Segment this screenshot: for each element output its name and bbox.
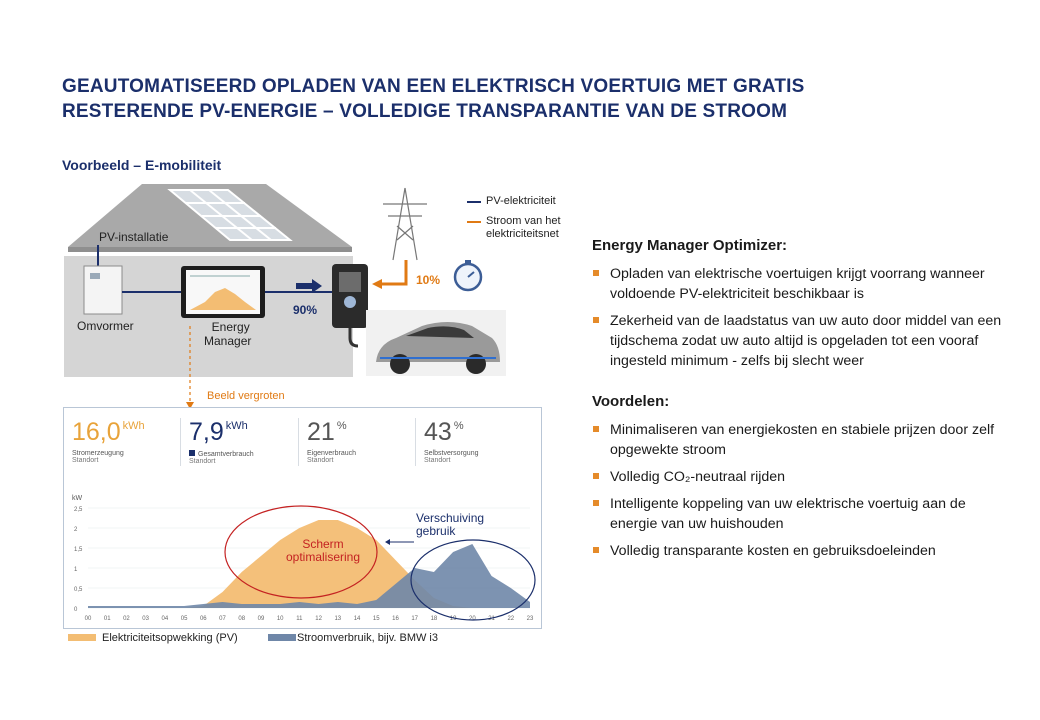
pv-installation-label: PV-installatie <box>99 230 169 244</box>
legend-pv-swatch <box>467 201 481 203</box>
stat-value: 16,0 <box>72 418 121 446</box>
bullet-text: Intelligente koppeling van uw elektrische voertuig aan de energie van uw huishouden <box>610 496 966 532</box>
bullet-square-icon <box>593 473 599 479</box>
stat-label: Selbstversorgung <box>424 450 479 457</box>
power-pylon-icon <box>383 188 427 260</box>
y-tick-label: 2,5 <box>74 507 83 513</box>
energy-manager-label-line1: Energy <box>211 320 250 334</box>
stat-label-text: Gesamtverbrauch <box>198 451 254 458</box>
x-tick-label: 05 <box>180 616 188 622</box>
stat-consumption <box>189 418 254 465</box>
optimizer-heading: Energy Manager Optimizer: <box>592 237 788 254</box>
x-tick-label: 17 <box>411 616 419 622</box>
grid-arrow-icon <box>372 279 382 289</box>
x-tick-label: 06 <box>199 616 207 622</box>
energy-manager-tablet-icon <box>181 266 265 318</box>
stat-divider <box>298 418 299 466</box>
x-tick-label: 12 <box>315 616 322 622</box>
bullet-text: Minimaliseren van energiekosten en stabiele prijzen door zelf opgewekte stroom <box>610 422 995 458</box>
benefits-heading: Voordelen: <box>592 393 670 410</box>
annotation-blue-line1: Verschuiving <box>416 511 485 525</box>
x-tick-label: 19 <box>449 616 457 622</box>
x-tick-label: 18 <box>430 616 438 622</box>
benefits-panel <box>592 237 1002 568</box>
grid-percentage: 10% <box>416 273 441 287</box>
dashboard-panel <box>63 407 542 629</box>
stat-generation <box>72 418 145 464</box>
x-tick-label: 11 <box>296 616 303 622</box>
stopwatch-icon <box>455 260 481 290</box>
bullet-square-icon <box>593 270 599 276</box>
stat-unit: kWh <box>225 420 248 432</box>
optimizer-bullet <box>592 311 1002 371</box>
zoom-link[interactable]: Beeld vergroten <box>207 390 285 402</box>
x-tick-label: 03 <box>142 616 149 622</box>
stat-value: 43 <box>424 418 452 446</box>
y-tick-label: 0,5 <box>74 587 83 593</box>
stat-unit: kWh <box>122 420 145 432</box>
shift-arrow-icon <box>385 539 390 545</box>
annotation-red-line1: Scherm <box>302 537 344 551</box>
y-tick-label: 1,5 <box>74 547 83 553</box>
stat-sub: Standort <box>189 458 216 465</box>
x-tick-label: 23 <box>526 616 534 622</box>
legend-grid-line1: Stroom van het <box>486 215 561 227</box>
optimizer-bullet <box>592 264 1002 304</box>
annotation-usage-shift <box>416 512 484 538</box>
legend-grid-label <box>486 215 561 241</box>
annotation-red-line2: optimalisering <box>285 550 361 564</box>
title-line-2: RESTERENDE PV-ENERGIE – VOLLEDIGE TRANSPARANTIE VAN DE STROOM <box>62 101 788 122</box>
legend-grid-line2: elektriciteitsnet <box>486 228 559 240</box>
legend-pv-label: PV-elektriciteit <box>486 195 556 207</box>
y-tick-label: 0 <box>74 607 78 613</box>
legend-pv-generation-label: Elektriciteitsopwekking (PV) <box>102 632 238 644</box>
pv-percentage: 90% <box>293 303 318 317</box>
title-line-1: GEAUTOMATISEERD OPLADEN VAN EEN ELEKTRISCH VOERTUIG MET GRATIS <box>62 76 805 97</box>
inverter-icon <box>84 266 122 314</box>
y-axis-label: kW <box>72 495 83 502</box>
benefit-bullet <box>592 467 1002 487</box>
x-tick-label: 21 <box>488 616 495 622</box>
legend-consumption-label: Stroomverbruik, bijv. BMW i3 <box>297 632 438 644</box>
annotation-screen-optimization <box>278 538 368 564</box>
stat-value: 21 <box>307 418 335 446</box>
x-tick-label: 13 <box>334 616 342 622</box>
bullet-text: Volledig CO₂-neutraal rijden <box>610 469 786 485</box>
x-tick-label: 07 <box>219 616 226 622</box>
stat-self-consumption <box>307 418 356 464</box>
legend-consumption-swatch <box>268 634 296 641</box>
subtitle: Voorbeeld – E-mobiliteit <box>62 157 222 173</box>
x-tick-label: 22 <box>507 616 515 622</box>
x-tick-label: 08 <box>238 616 246 622</box>
bullet-square-icon <box>593 500 599 506</box>
checkbox-icon[interactable] <box>189 450 195 456</box>
energy-manager-label <box>204 320 252 348</box>
inverter-label: Omvormer <box>77 319 134 333</box>
x-tick-label: 09 <box>257 616 265 622</box>
legend-pv-generation-swatch <box>68 634 96 641</box>
benefit-bullet <box>592 541 1002 561</box>
bullet-text: Opladen van elektrische voertuigen krijgt voorrang wanneer voldoende PV-elektriciteit beschikbaar is <box>610 266 985 302</box>
stat-divider <box>180 418 181 466</box>
page-title <box>62 74 962 124</box>
stat-label: Stromerzeugung <box>72 450 124 457</box>
roof-shadow <box>68 247 352 252</box>
bullet-square-icon <box>593 547 599 553</box>
x-tick-label: 10 <box>276 616 284 622</box>
stat-sub: Standort <box>424 457 451 464</box>
y-tick-label: 1 <box>74 567 78 573</box>
stat-divider <box>415 418 416 466</box>
bullet-text: Zekerheid van de laadstatus van uw auto door middel van een tijdschema zodat uw auto altijd is opgeladen tot een vooraf ingesteld minimum - zelfs bij slecht weer <box>610 313 1002 369</box>
stat-self-sufficiency <box>424 418 478 464</box>
benefit-bullet <box>592 494 1002 534</box>
bullet-text: Volledig transparante kosten en gebruiksdoeleinden <box>610 543 936 559</box>
x-tick-label: 04 <box>161 616 169 622</box>
stat-label: Eigenverbrauch <box>307 450 357 457</box>
annotation-blue-line2: gebruik <box>416 524 456 538</box>
stat-sub: Standort <box>307 457 334 464</box>
x-tick-label: 01 <box>103 616 111 622</box>
electric-car-icon <box>366 310 506 376</box>
stat-unit: % <box>336 420 347 432</box>
legend-grid-swatch <box>467 221 481 223</box>
bullet-square-icon <box>593 426 599 432</box>
x-tick-label: 14 <box>353 616 361 622</box>
y-tick-label: 2 <box>74 527 78 533</box>
x-tick-label: 15 <box>372 616 380 622</box>
benefit-bullet <box>592 420 1002 460</box>
x-tick-label: 02 <box>123 616 130 622</box>
stat-unit: % <box>453 420 464 432</box>
energy-manager-label-line2: Manager <box>204 334 252 348</box>
stat-value: 7,9 <box>189 418 224 446</box>
stat-sub: Standort <box>72 457 99 464</box>
x-tick-label: 20 <box>469 616 476 622</box>
x-tick-label: 00 <box>84 616 92 622</box>
stat-label <box>189 450 254 458</box>
bullet-square-icon <box>593 317 599 323</box>
x-tick-label: 16 <box>392 616 399 622</box>
